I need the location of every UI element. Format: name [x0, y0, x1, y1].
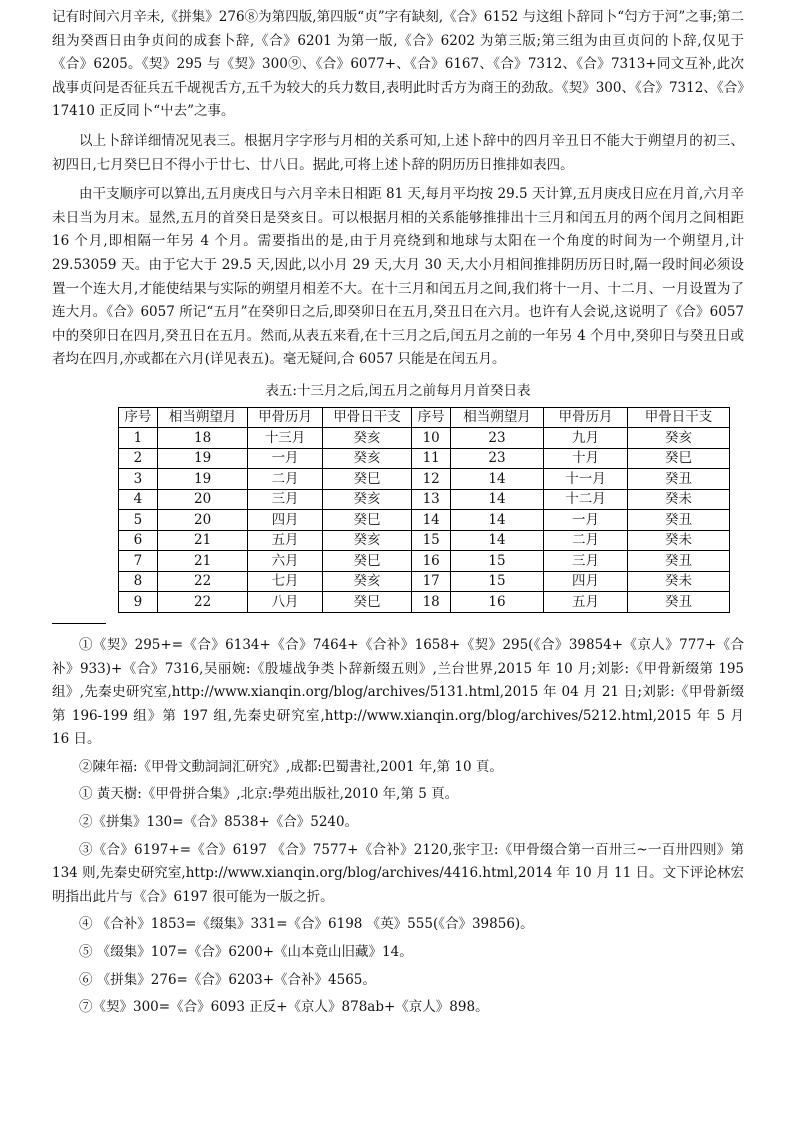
cell-oracle-month: 三月 — [248, 489, 322, 510]
cell-oracle-month: 六月 — [248, 551, 322, 572]
header-ganzhi-2: 甲骨日干支 — [628, 407, 730, 428]
cell-index: 2 — [119, 448, 158, 469]
cell-synodic-month: 19 — [157, 469, 248, 490]
header-oracle-month-2: 甲骨历月 — [544, 407, 628, 428]
cell-oracle-month-2: 二月 — [544, 530, 628, 551]
month-first-gui-day-table — [118, 407, 730, 613]
table-row — [119, 592, 730, 613]
table-row — [119, 448, 730, 469]
table-caption: 表五:十三月之后,闰五月之前每月月首癸日表 — [265, 382, 531, 399]
cell-ganzhi-2: 癸丑 — [628, 592, 730, 613]
footnote-6: ④ 《合补》1853=《缀集》331=《合》6198 《英》555(《合》39856)。 — [79, 916, 534, 933]
footnote-8: ⑥ 《拼集》276=《合》6203+《合补》4565。 — [79, 971, 376, 988]
cell-ganzhi-2: 癸丑 — [628, 469, 730, 490]
cell-oracle-month: 二月 — [248, 469, 322, 490]
cell-synodic-month: 18 — [157, 428, 248, 449]
paragraph-1: 记有时间六月辛未,《拼集》276⑧为第四版,第四版“贞”字有缺刻,《合》6152 与这组卜辞同卜“匄方于河”之事;第二组为癸酉日由争贞问的成套卜辞,《合》6201 为第一版,《合》6202 为第三版;第三组为由亘贞问的卜辞,仅见于《合》6205。《契》295 与《契》300⑨、《合》6077+、《合》6167、《合》7312、《合》7313+同文互补,此次战事贞问是否征兵五千觇视舌方,五千为较大的兵力数目,表明此时舌方为商王的劲敌。《契》300、《合》7312、《合》17410 正反同卜“屮去”之事。 — [52, 9, 744, 120]
cell-ganzhi-2: 癸未 — [628, 571, 730, 592]
header-synodic-month-2: 相当朔望月 — [451, 407, 544, 428]
cell-oracle-month: 四月 — [248, 510, 322, 531]
cell-index: 4 — [119, 489, 158, 510]
cell-oracle-month-2: 一月 — [544, 510, 628, 531]
cell-synodic-month-2: 23 — [451, 448, 544, 469]
cell-oracle-month-2: 十月 — [544, 448, 628, 469]
header-synodic-month: 相当朔望月 — [157, 407, 248, 428]
cell-index-2: 15 — [412, 530, 451, 551]
table-header-row — [119, 407, 730, 428]
cell-synodic-month: 19 — [157, 448, 248, 469]
cell-index-2: 11 — [412, 448, 451, 469]
cell-ganzhi: 癸亥 — [322, 571, 412, 592]
cell-oracle-month-2: 十一月 — [544, 469, 628, 490]
cell-index-2: 13 — [412, 489, 451, 510]
footnote-7: ⑤ 《缀集》107=《合》6200+《山本竟山旧藏》14。 — [79, 944, 413, 961]
paragraph-2: 以上卜辞详细情况见表三。根据月字字形与月相的关系可知,上述卜辞中的四月辛丑日不能大于朔望月的初三、初四日,七月癸巳日不得小于廿七、廿八日。据此,可将上述卜辞的阴历历日推排如表四。 — [52, 132, 744, 173]
cell-synodic-month: 22 — [157, 592, 248, 613]
cell-ganzhi: 癸巳 — [322, 510, 412, 531]
footnote-separator — [52, 623, 106, 624]
cell-ganzhi: 癸亥 — [322, 489, 412, 510]
cell-oracle-month-2: 五月 — [544, 592, 628, 613]
cell-synodic-month: 20 — [157, 489, 248, 510]
footnote-3: ① 黃天樹:《甲骨拼合集》,北京:學苑出版社,2010 年,第 5 頁。 — [79, 786, 459, 803]
table-row — [119, 510, 730, 531]
cell-synodic-month-2: 14 — [451, 469, 544, 490]
table-row — [119, 428, 730, 449]
cell-oracle-month-2: 九月 — [544, 428, 628, 449]
cell-index-2: 14 — [412, 510, 451, 531]
cell-synodic-month-2: 15 — [451, 571, 544, 592]
cell-ganzhi-2: 癸丑 — [628, 551, 730, 572]
cell-synodic-month-2: 16 — [451, 592, 544, 613]
header-ganzhi: 甲骨日干支 — [322, 407, 412, 428]
footnote-2: ②陳年福:《甲骨文動詞詞汇研究》,成都:巴蜀書社,2001 年,第 10 頁。 — [79, 758, 503, 775]
table-row — [119, 530, 730, 551]
cell-oracle-month-2: 十二月 — [544, 489, 628, 510]
table-row — [119, 489, 730, 510]
cell-oracle-month-2: 四月 — [544, 571, 628, 592]
cell-ganzhi: 癸巳 — [322, 551, 412, 572]
cell-index-2: 12 — [412, 469, 451, 490]
cell-synodic-month: 21 — [157, 530, 248, 551]
cell-ganzhi-2: 癸未 — [628, 530, 730, 551]
cell-index: 1 — [119, 428, 158, 449]
page — [52, 6, 744, 1020]
cell-oracle-month: 八月 — [248, 592, 322, 613]
header-oracle-month: 甲骨历月 — [248, 407, 322, 428]
footnote-5: ③《合》6197+=《合》6197 《合》7577+《合补》2120,张宇卫:《甲骨缀合第一百卅三~一百卅四则》第 134 则,先秦史研究室,http://www.xianqin.org/blog/archives/4416.html,2014 年 10 月 11 日。文下评论林宏明指出此片与《合》6197 很可能为一版之折。 — [52, 841, 744, 905]
cell-index: 5 — [119, 510, 158, 531]
footnote-1: ①《契》295+=《合》6134+《合》7464+《合补》1658+《契》295(《合》39854+《京人》777+《合补》933)+《合》7316,吴丽婉:《殷墟战争类卜辞新缀五则》,兰台世界,2015 年 10 月;刘影:《甲骨新缀第 195 组》,先秦史研究室,http://www.xianqin.org/blog/archives/5131.html,2015 年 04 月 21 日;刘影:《甲骨新缀第 196-199 组》第 197 组,先秦史研究室,http://www.xianqin.org/blog/archives/5212.html,2015 年 5 月 16 日。 — [52, 636, 744, 748]
header-index-2: 序号 — [412, 407, 451, 428]
footnote-9: ⑦《契》300=《合》6093 正反+《京人》878ab+《京人》898。 — [79, 999, 489, 1016]
cell-ganzhi-2: 癸亥 — [628, 428, 730, 449]
cell-index: 9 — [119, 592, 158, 613]
cell-synodic-month: 20 — [157, 510, 248, 531]
footnotes — [52, 634, 744, 1020]
cell-index: 8 — [119, 571, 158, 592]
table-row — [119, 571, 730, 592]
cell-ganzhi-2: 癸丑 — [628, 510, 730, 531]
cell-synodic-month-2: 23 — [451, 428, 544, 449]
header-index: 序号 — [119, 407, 158, 428]
cell-ganzhi-2: 癸巳 — [628, 448, 730, 469]
table-row — [119, 469, 730, 490]
cell-synodic-month: 21 — [157, 551, 248, 572]
cell-ganzhi: 癸巳 — [322, 592, 412, 613]
cell-index: 3 — [119, 469, 158, 490]
cell-oracle-month: 五月 — [248, 530, 322, 551]
cell-ganzhi: 癸亥 — [322, 530, 412, 551]
cell-synodic-month: 22 — [157, 571, 248, 592]
paragraph-3: 由干支顺序可以算出,五月庚戌日与六月辛未日相距 81 天,每月平均按 29.5 天计算,五月庚戌日应在月首,六月辛未日当为月末。显然,五月的首癸日是癸亥日。可以根据月相的关系能够推排出十三月和闰五月的两个闰月之间相距 16 个月,即相隔一年另 4 个月。需要指出的是,由于月亮绕到和地球与太阳在一个角度的时间为一个朔望月,计 29.53059 天。由于它大于 29.5 天,因此,以小月 29 天,大月 30 天,大小月相间推排阴历历日时,隔一段时间必须设置一个连大月,才能使结果与实际的朔望月相差不大。在十三月和闰五月之间,我们将十一月、十二月、一月设置为了连大月。《合》6057 所记“五月”在癸卯日之后,即癸卯日在五月,癸丑日在六月。也许有人会说,这说明了《合》6057 中的癸卯日在四月,癸丑日在五月。然而,从表五来看,在十三月之后,闰五月之前的一年另 4 个月中,癸卯日与癸丑日或者均在四月,亦或都在六月(详见表五)。毫无疑问,合 6057 只能是在闰五月。 — [52, 186, 744, 368]
cell-index: 6 — [119, 530, 158, 551]
cell-index-2: 10 — [412, 428, 451, 449]
cell-synodic-month-2: 14 — [451, 510, 544, 531]
cell-oracle-month: 一月 — [248, 448, 322, 469]
cell-synodic-month-2: 15 — [451, 551, 544, 572]
cell-index-2: 16 — [412, 551, 451, 572]
cell-ganzhi-2: 癸未 — [628, 489, 730, 510]
cell-ganzhi: 癸亥 — [322, 428, 412, 449]
cell-oracle-month-2: 三月 — [544, 551, 628, 572]
table-row — [119, 551, 730, 572]
cell-oracle-month: 七月 — [248, 571, 322, 592]
cell-synodic-month-2: 14 — [451, 530, 544, 551]
cell-ganzhi: 癸亥 — [322, 448, 412, 469]
cell-index-2: 18 — [412, 592, 451, 613]
cell-oracle-month: 十三月 — [248, 428, 322, 449]
cell-synodic-month-2: 14 — [451, 489, 544, 510]
footnote-4: ②《拼集》130=《合》8538+《合》5240。 — [79, 814, 359, 831]
cell-index: 7 — [119, 551, 158, 572]
cell-ganzhi: 癸巳 — [322, 469, 412, 490]
cell-index-2: 17 — [412, 571, 451, 592]
